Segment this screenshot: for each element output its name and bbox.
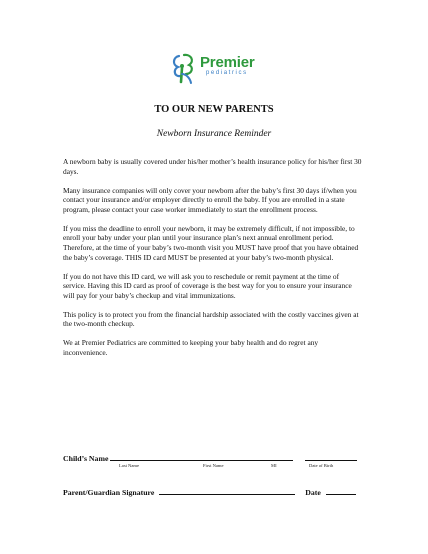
logo-wordmark: Premier: [200, 54, 255, 71]
first-name-sublabel: First Name: [203, 463, 224, 468]
date-of-birth-field[interactable]: [305, 453, 357, 461]
child-name-field[interactable]: [110, 453, 293, 461]
logo-mark-icon: [170, 52, 202, 86]
last-name-sublabel: Last Name: [119, 463, 140, 468]
page-title: TO OUR NEW PARENTS: [154, 104, 274, 115]
child-name-label: Child’s Name: [63, 454, 109, 463]
page-subtitle: Newborn Insurance Reminder: [156, 129, 272, 139]
letter-body: [63, 157, 363, 367]
paragraph-policy: This policy is to protect you from the financial hardship associated with the costly vaccines given at the two-month checkup.: [63, 309, 359, 329]
date-field[interactable]: [326, 487, 356, 495]
signature-row: [63, 487, 356, 498]
paragraph-commitment: We at Premier Pediatrics are committed to keeping your baby health and do regret any inconvenience.: [63, 338, 319, 357]
signature-label: Parent/Guardian Signature: [63, 488, 155, 497]
paragraph-enrollment: Many insurance companies will only cover your newborn after the baby’s first 30 days if/when you contact your insurance and/or employer directly to enroll the baby. If you are enrolled in a state program, please contact your case worker immediately to start the enrollment process.: [63, 185, 357, 214]
date-of-birth-sublabel: Date of Birth: [309, 463, 334, 468]
premier-pediatrics-logo: [170, 52, 262, 86]
logo-tagline: pediatrics: [206, 70, 248, 76]
paragraph-deadline: If you miss the deadline to enroll your newborn, it may be extremely difficult, if not impossible, to enroll your baby under your plan until your insurance plan’s next annual enrollment period. Therefore, at the time of your baby’s two-month visit you MUST have proof that you have obtained the baby’s coverage. THIS ID card MUST be presented at your baby’s two-month physical.: [63, 223, 359, 262]
paragraph-id-card: If you do not have this ID card, we will ask you to reschedule or remit payment at the time of service. Having this ID card as proof of coverage is the best way for you to ensure your insurance will pay for your baby’s checkup and vital immunizations.: [63, 271, 352, 300]
signature-field[interactable]: [159, 487, 295, 495]
paragraph-coverage: A newborn baby is usually covered under his/her mother’s health insurance policy for his/her first 30 days.: [63, 157, 362, 176]
middle-initial-sublabel: MI: [271, 463, 277, 468]
date-label: Date: [305, 488, 321, 497]
